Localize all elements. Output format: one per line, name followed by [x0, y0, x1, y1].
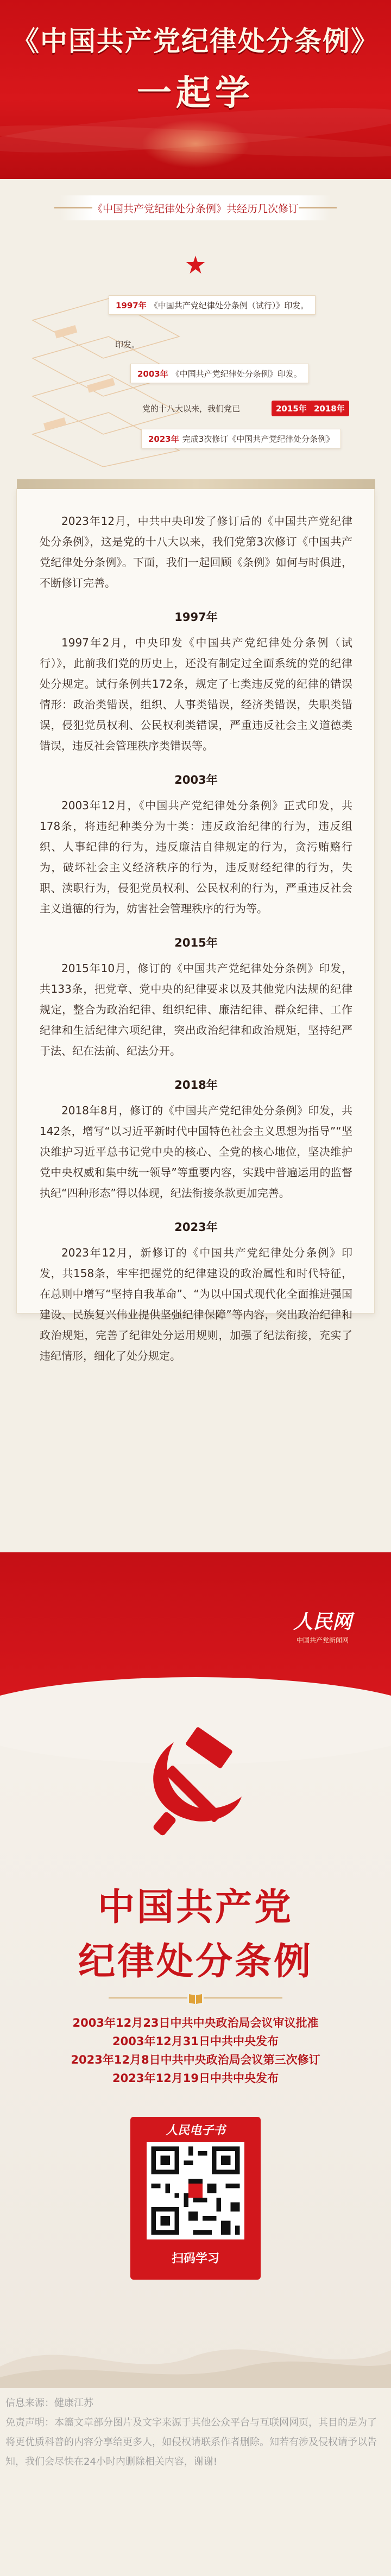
header-banner: [0, 0, 391, 179]
timeline-illustration: [0, 282, 391, 483]
qr-caption: 扫码学习: [171, 2252, 219, 2266]
poster-dates: [0, 2014, 391, 2088]
banner-title-line1: 《中国共产党纪律处分条例》: [12, 25, 379, 57]
section-2003: [40, 771, 352, 919]
qr-code-card[interactable]: [130, 2117, 261, 2280]
party-emblem-icon: [136, 1721, 255, 1840]
section-1997: [40, 608, 352, 756]
star-icon: [186, 255, 205, 275]
article-intro: 2023年12月，中共中央印发了修订后的《中国共产党纪律处分条例》，这是党的十八大以来，我们党第3次修订《中国共产党纪律处分条例》。下面，我们一起回顾《条例》如何与时俱进，不断修订完善。: [40, 515, 352, 589]
footer-source: 信息来源：健康江苏: [5, 2397, 93, 2409]
timeline-note: 印发。: [115, 339, 140, 350]
timeline-tag-2015: 2015年: [272, 401, 311, 416]
section-2015: [40, 934, 352, 1061]
qr-code-icon[interactable]: [147, 2142, 244, 2239]
section-year-heading: 2023年: [174, 1221, 218, 1234]
timeline-item-note: [136, 398, 247, 418]
logo-main: 人民网: [293, 1610, 352, 1633]
section-text: 2003年12月，《中国共产党纪律处分条例》正式印发，共178条，将违纪种类分为十类：违反政治纪律的行为，违反组织、人事纪律的行为，违反廉洁自律规定的行为，贪污贿赂行为，破坏社会主义经济秩序的行为，违反财经纪律的行为，失职、渎职行为，侵犯党员权利、公民权利的行为，严重违反社会主义道德的行为，妨害社会管理秩序的行为等。: [40, 799, 352, 915]
book-icon: [187, 1992, 204, 2005]
timeline-text: 《中国共产党纪律处分条例》印发。: [171, 369, 302, 379]
timeline-text: 党的十八大以来，我们党已: [142, 403, 241, 414]
section-text: 2018年8月，修订的《中国共产党纪律处分条例》印发，共142条，增写“以习近平新时代中国特色社会主义思想为指导”“坚决维护习近平总书记党中央的核心、全党的核心地位，坚决维护党中央权威和集中统一领导”等重要内容，实践中普遍运用的监督执纪“四种形态”得以体现，纪法衔接条款更加完善。: [40, 1104, 352, 1200]
footer-disclaimer: 免责声明：本篇文章部分图片及文字来源于其他公众平台与互联网网页，其目的是为了将更优质科普的内容分享给更多人，如侵权请联系作者删除。知若有涉及侵权请予以告知，我们会尽快在24小时内删除相关内容，谢谢!: [5, 2417, 377, 2467]
timeline-text: 完成3次修订《中国共产党纪律处分条例》: [182, 434, 335, 444]
timeline-year: 1997年: [116, 300, 147, 310]
timeline-tag-2018: 2018年: [310, 401, 349, 416]
section-2018: [40, 1076, 352, 1203]
article-body: [40, 511, 352, 1366]
article-card: [16, 488, 375, 1362]
qr-header: 人民电子书: [165, 2124, 225, 2137]
promo-poster: [0, 1552, 391, 2388]
poster-date-line: 2003年12月23日中共中央政治局会议审议批准: [72, 2016, 319, 2029]
poster-date-line: 2023年12月8日中共中央政治局会议第三次修订: [71, 2053, 320, 2066]
subtitle-text: 《中国共产党纪律处分条例》共经历几次修订: [92, 202, 299, 215]
section-text: 1997年2月，中央印发《中国共产党纪律处分条例（试行）》，此前我们党的历史上，还没有制定过全面系统的党的纪律处分规定。试行条例共172条，规定了七类违反党的纪律的错误情形：政治类错误，组织、人事类错误，经济类错误，失职类错误，侵犯党员权利、公民权利类错误，严重违反社会主义道德类错误，违反社会管理秩序类错误等。: [40, 636, 352, 752]
poster-date-line: 2003年12月31日中共中央发布: [112, 2035, 279, 2048]
peoples-daily-logo: [293, 1607, 352, 1645]
section-text: 2015年10月，修订的《中国共产党纪律处分条例》印发，共133条，把党章、党中央的纪律要求以及其他党内法规的纪律规定，整合为政治纪律、组织纪律、廉洁纪律、群众纪律、工作纪律和生活纪律六项纪律，突出政治纪律和政治规矩，坚持纪严于法、纪在法前、纪法分开。: [40, 962, 352, 1057]
timeline-year: 2023年: [148, 434, 179, 444]
section-year-heading: 2003年: [174, 773, 218, 786]
timeline-item-1997: [109, 295, 316, 315]
poster-date-line: 2023年12月19日中共中央发布: [112, 2072, 279, 2085]
subtitle-ribbon: [60, 195, 331, 220]
timeline-item-2003: [130, 364, 309, 383]
section-2023: [40, 1219, 352, 1366]
logo-sub: 中国共产党新闻网: [297, 1636, 349, 1644]
poster-decoration: [0, 2301, 391, 2388]
section-text: 2023年12月，新修订的《中国共产党纪律处分条例》印发，共158条，牢牢把握党的纪律建设的政治属性和时代特征，在总则中增写“坚持自我革命”、“为以中国式现代化全面推进强国建设、民族复兴伟业提供坚强纪律保障”等内容，突出政治纪律和政治规矩，完善了纪律处分运用规则，加强了纪法衔接，充实了违纪情形，细化了处分规定。: [40, 1246, 352, 1362]
timeline-item-2023: [141, 429, 341, 448]
section-year-heading: 1997年: [174, 611, 218, 624]
poster-title-line2: 纪律处分条例: [78, 1940, 313, 1983]
banner-title-line2: 一起学: [137, 73, 254, 113]
footer: [0, 2390, 391, 2576]
timeline-text: 《中国共产党纪律处分条例（试行）》印发。: [149, 300, 309, 310]
poster-title-line1: 中国共产党: [97, 1886, 293, 1929]
section-year-heading: 2018年: [174, 1078, 218, 1092]
section-year-heading: 2015年: [174, 936, 218, 949]
timeline-year: 2003年: [137, 369, 168, 379]
banner-glow: [141, 119, 250, 168]
